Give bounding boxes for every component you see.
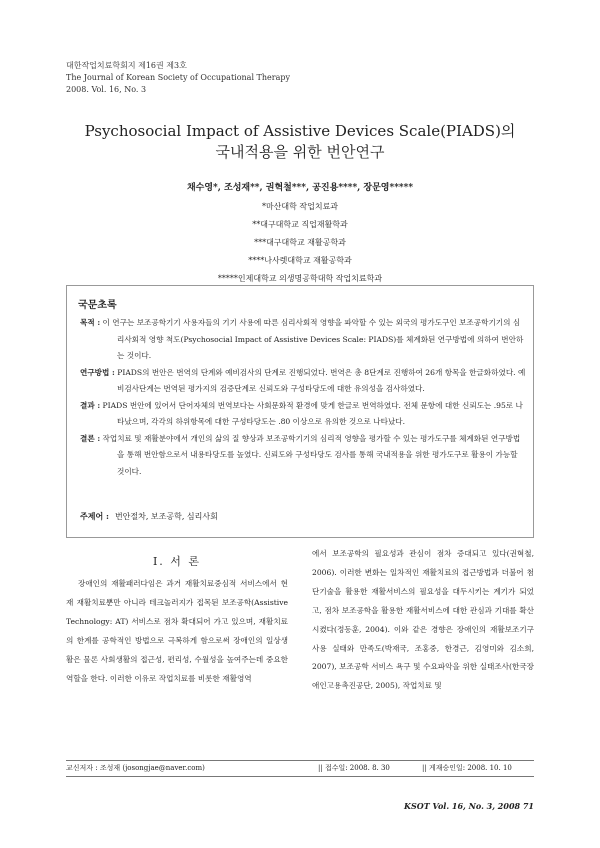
corresponding-author: 교신저자 : 조성재 (josongjae@naver.com) <box>66 764 205 772</box>
received-date: || 접수일: 2008. 8. 30 <box>318 764 390 772</box>
body-column-right: 에서 보조공학의 필요성과 관심이 점차 증대되고 있다(권혁철, 2006). 이러한 변화는 일차적인 재활치료의 접근방법과 더불어 첨단기술을 활용한 재활서비스의 필요성을 대두시키는 계기가 되었고, 점차 보조공학을 활용한 재활서비스에 대한 관심과 기대를 확산시켰다(정동훈, 2004). 이와 같은 경향은 장애인의 재활보조기구 사용 실태와 만족도(박재국, 조홍중, 한경근, 김영미와 김소희, 2007), 보조공학 서비스 욕구 및 수요파악을 위한 실태조사(한국장애인고용촉진공단, 2005), 작업치료 및 <box>312 549 534 691</box>
body-column-left: 장애인의 재활패러다임은 과거 재활치료중심적 서비스에서 현재 재활치료뿐만 아니라 테크놀러지가 접목된 보조공학(Assistive Technology: AT) 서비스로 점차 확대되어 가고 있으며, 재활치료의 한계를 공학적인 방법으로 극복하게 함으로써 장애인의 일상생활은 물론 사회생활의 접근성, 편리성, 수월성을 높여주는데 중요한 역할을 한다. 이러한 이유로 작업치료를 비롯한 재활영역 <box>66 579 288 683</box>
abstract-text: 이 연구는 보조공학기기 사용자들의 기기 사용에 따른 심리사회적 영향을 파악할 수 있는 외국의 평가도구인 보조공학기기의 심리사회적 영향 척도(Psychosocial Impact of Assistive Devices Scale: PIADS)를 체계화된 연구방법에 의하여 번안하는 것이다. <box>102 318 524 360</box>
keywords <box>80 511 218 522</box>
abstract-section-method <box>80 365 526 398</box>
abstract-text: PIADS의 번안은 번역의 단계와 예비검사의 단계로 진행되었다. 번역은 총 8단계로 진행하여 26개 항목을 한글화하였다. 예비검사단계는 번역된 평가지의 검증단계로 신뢰도와 구성타당도에 대한 유의성을 검사하였다. <box>117 367 526 393</box>
journal-header <box>66 60 290 96</box>
affiliations <box>0 198 600 288</box>
abstract-text: PIADS 번안에 있어서 단어자체의 번역보다는 사회문화적 환경에 맞게 한글로 번역하였다. 전체 문항에 대한 신뢰도는 .95로 나타났으며, 각각의 하위항목에 대한 구성타당도는 .80 이상으로 유의한 것으로 나타났다. <box>102 400 523 426</box>
abstract-label: 연구방법 : <box>80 367 115 377</box>
page-footer: KSOT Vol. 16, No. 3, 2008 71 <box>404 801 534 811</box>
abstract-text: 작업치료 및 재활분야에서 개인의 삶의 질 향상과 보조공학기기의 심리적 영향을 평가할 수 있는 평가도구를 체계화된 연구방법을 통해 번안함으로서 내용타당도를 높였다. 신뢰도와 구성타당도 검사를 통해 국내적용을 위한 평가도구로 활용이 가능할 것이다. <box>102 433 521 476</box>
journal-name-korean: 대한작업치료학회지 제16권 제3호 <box>66 61 187 70</box>
abstract-section-results <box>80 398 526 431</box>
abstract-label: 목적 : <box>80 318 101 327</box>
affiliation: ****나사렛대학교 재활공학과 <box>248 256 352 265</box>
journal-name-english: The Journal of Korean Society of Occupational Therapy <box>66 73 291 82</box>
footer-divider <box>66 776 534 777</box>
affiliation: *****인제대학교 의생명공학대학 작업치료학과 <box>217 274 383 283</box>
paper-title <box>0 121 600 163</box>
section-heading-introduction: Ⅰ. 서 론 <box>152 555 202 568</box>
affiliation: *마산대학 작업치료과 <box>261 202 339 211</box>
keywords-text: 번안절차, 보조공학, 심리사회 <box>114 512 218 521</box>
abstract-label: 결과 : <box>80 400 101 410</box>
footer-divider <box>66 760 534 761</box>
affiliation: **대구대학교 직업재활학과 <box>252 220 348 229</box>
accepted-date: || 게재승인일: 2008. 10. 10 <box>422 764 512 772</box>
abstract-content <box>80 315 526 480</box>
abstract-label: 결론 : <box>80 433 101 443</box>
title-line-2: 국내적용을 위한 번안연구 <box>215 143 385 161</box>
keywords-label: 주제어 : <box>80 511 109 521</box>
journal-issue: 2008. Vol. 16, No. 3 <box>66 85 147 94</box>
affiliation: ***대구대학교 재활공학과 <box>254 238 346 247</box>
title-line-1: Psychosocial Impact of Assistive Devices Scale(PIADS)의 <box>84 122 516 140</box>
abstract-section-conclusion <box>80 431 526 481</box>
abstract-section-purpose <box>80 315 526 365</box>
authors: 채수영*, 조성재**, 권혁철***, 공진용****, 장문영***** <box>186 183 414 193</box>
abstract-heading: 국문초록 <box>78 300 117 311</box>
